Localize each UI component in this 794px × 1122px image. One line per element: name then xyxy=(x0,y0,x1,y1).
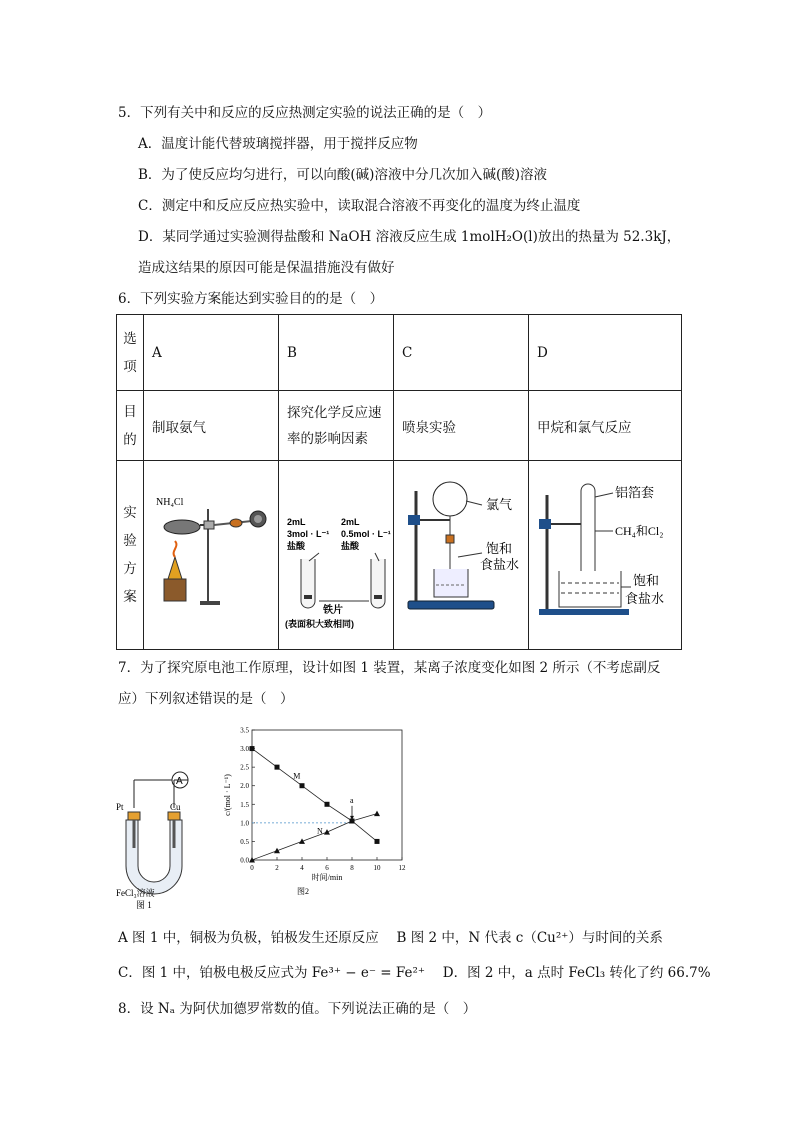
q6-scheme-c xyxy=(394,461,529,650)
data-point-N xyxy=(274,848,280,854)
q5-option-b: B．为了使反应均匀进行，可以向酸(碱)溶液中分几次加入碱(酸)溶液 xyxy=(138,167,547,183)
x-tick-label: 10 xyxy=(373,864,381,872)
q6-option-a: A xyxy=(144,315,279,391)
q6-purpose-c: 喷泉实验 xyxy=(394,391,529,461)
series-label-N: N xyxy=(317,826,323,836)
d-saturated-label: 饱和 xyxy=(633,573,660,588)
annotation-label: a xyxy=(350,795,354,805)
q7-stem-line1: 7．为了探究原电池工作原理，设计如图 1 装置，某离子浓度变化如图 2 所示（不考虑副反 xyxy=(118,660,661,676)
pt-label: Pt xyxy=(116,802,124,812)
b-left-conc: 3mol · L⁻¹ xyxy=(287,529,330,539)
q6-purpose-d: 甲烷和氯气反应 xyxy=(529,391,682,461)
series-label-M: M xyxy=(293,771,301,781)
y-tick-label: 1.5 xyxy=(240,800,249,809)
q6-row-purpose xyxy=(117,391,682,461)
series-line-N xyxy=(252,814,377,860)
q7-stem-line2: 应）下列叙述错误的是（ ） xyxy=(118,691,294,707)
figure2-concentration-chart xyxy=(220,718,420,913)
q6-table xyxy=(116,314,682,650)
q6-scheme-b xyxy=(279,461,394,650)
b-right-acid: 盐酸 xyxy=(341,541,360,551)
q8-stem: 8．设 Nₐ 为阿伏加德罗常数的值。下列说法正确的是（ ） xyxy=(118,1001,477,1017)
d-foil-label: 铝箔套 xyxy=(615,485,655,500)
series-line-M xyxy=(252,749,377,842)
test-tubes-diagram xyxy=(279,461,393,645)
q7-options-cd: C．图 1 中，铂极电极反应式为 Fe³⁺ − e⁻ = Fe²⁺ D．图 2 中，a 点时 FeCl₃ 转化了约 66.7% xyxy=(118,965,711,981)
y-tick-label: 0.0 xyxy=(240,856,249,865)
b-note: (表面积大致相同) xyxy=(285,619,354,629)
x-tick-label: 0 xyxy=(250,864,254,872)
y-tick-label: 0.5 xyxy=(240,837,249,846)
data-point-M xyxy=(325,802,330,807)
data-point-N xyxy=(324,829,330,835)
x-tick-label: 12 xyxy=(398,864,406,872)
d-brine-label: 食盐水 xyxy=(625,591,665,606)
q6-header-scheme: 实 验 方 案 xyxy=(117,461,144,650)
c-saturated-label: 饱和 xyxy=(486,541,513,556)
q5-option-a: A．温度计能代替玻璃搅拌器，用于搅拌反应物 xyxy=(138,136,418,152)
q6-row-scheme xyxy=(117,461,682,650)
c-brine-label: 食盐水 xyxy=(480,557,520,572)
b-left-volume: 2mL xyxy=(287,517,306,527)
x-tick-label: 6 xyxy=(325,864,329,872)
b-left-acid: 盐酸 xyxy=(287,541,306,551)
y-tick-label: 1.0 xyxy=(240,819,249,828)
q7-options-ab: A 图 1 中，铜极为负极，铂极发生还原反应 B 图 2 中，N 代表 c（Cu²⁺）与时间的关系 xyxy=(118,930,663,946)
figure1-caption: 图 1 xyxy=(136,900,152,910)
figure2-caption: 图2 xyxy=(297,887,309,896)
cu-label: Cu xyxy=(170,802,181,812)
q6-purpose-a: 制取氨气 xyxy=(144,391,279,461)
ammonia-apparatus-diagram xyxy=(144,461,278,645)
y-tick-label: 3.5 xyxy=(240,726,249,735)
data-point-N xyxy=(374,811,380,817)
q6-scheme-d xyxy=(529,461,682,650)
nh4cl-label: NH₄Cl xyxy=(156,497,184,508)
data-point-M xyxy=(375,839,380,844)
q6-header-option: 选 项 xyxy=(117,315,144,391)
data-point-M xyxy=(275,765,280,770)
y-tick-label: 2.5 xyxy=(240,763,249,772)
q5-option-c: C．测定中和反应反应热实验中，读取混合溶液不再变化的温度为终止温度 xyxy=(138,198,581,214)
data-point-M xyxy=(300,783,305,788)
y-tick-label: 2.0 xyxy=(240,782,249,791)
b-iron-label: 铁片 xyxy=(323,605,343,616)
data-point-N xyxy=(299,838,305,844)
y-tick-label: 3.0 xyxy=(240,745,249,754)
x-axis-label: 时间/min xyxy=(311,873,343,882)
y-axis-label: c/(mol · L⁻¹) xyxy=(223,774,232,816)
q6-stem: 6．下列实验方案能达到实验目的的是（ ） xyxy=(118,291,384,307)
q5-option-d-line1: D．某同学通过实验测得盐酸和 NaOH 溶液反应生成 1molH₂O(l)放出的热量为 52.3kJ， xyxy=(138,229,681,245)
x-tick-label: 8 xyxy=(350,864,354,872)
q6-option-b: B xyxy=(279,315,394,391)
q6-purpose-b: 探究化学反应速率的影响因素 xyxy=(279,391,394,461)
q6-option-c: C xyxy=(394,315,529,391)
solution-label: FeCl₃溶液 xyxy=(116,888,155,898)
q5-stem: 5．下列有关中和反应的反应热测定实验的说法正确的是（ ） xyxy=(118,105,492,121)
b-right-conc: 0.5mol · L⁻¹ xyxy=(341,529,391,539)
ammeter-label: A xyxy=(176,776,183,787)
data-point-M xyxy=(250,746,255,751)
b-right-volume: 2mL xyxy=(341,517,360,527)
figure1-galvanic-cell xyxy=(112,770,222,910)
methane-chlorine-diagram xyxy=(529,461,679,645)
c-chlorine-label: 氯气 xyxy=(486,497,513,512)
q6-header-purpose: 目 的 xyxy=(117,391,144,461)
x-tick-label: 2 xyxy=(275,864,279,872)
fountain-apparatus-diagram xyxy=(394,461,528,645)
q5-option-d-line2: 造成这结果的原因可能是保温措施没有做好 xyxy=(138,260,395,276)
q6-option-d: D xyxy=(529,315,682,391)
q6-scheme-a xyxy=(144,461,279,650)
x-tick-label: 4 xyxy=(300,864,304,872)
d-gas-label: CH₄和Cl₂ xyxy=(615,524,664,538)
q6-row-options xyxy=(117,315,682,391)
